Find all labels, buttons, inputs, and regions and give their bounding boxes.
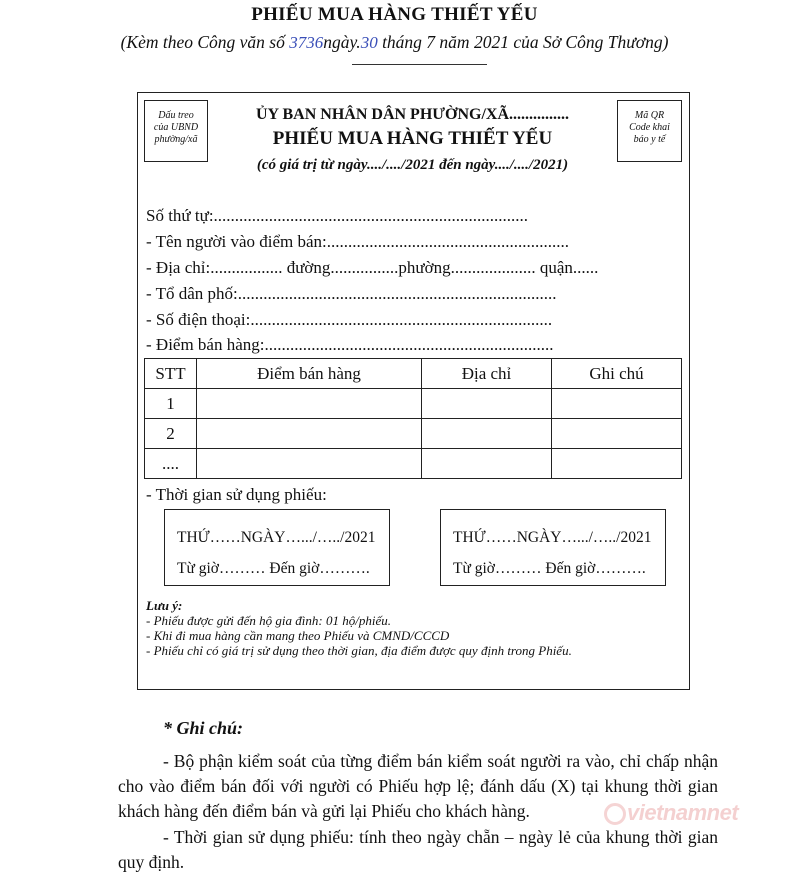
notes-section bbox=[146, 598, 572, 658]
residential-group-field[interactable]: - Tổ dân phố:........................................................................... bbox=[146, 284, 557, 303]
table-cell[interactable] bbox=[422, 389, 552, 419]
subtitle-text-3: tháng 7 năm 2021 của Sở Công Thương) bbox=[377, 32, 669, 52]
note-item: - Khi đi mua hàng cần mang theo Phiếu và CMND/CCCD bbox=[146, 628, 450, 643]
row-number: 1 bbox=[145, 389, 197, 419]
stamp-line: của UBND bbox=[153, 122, 199, 133]
document-title: PHIẾU MUA HÀNG THIẾT YẾU bbox=[251, 4, 538, 25]
date-line: THỨ……NGÀY….../…../2021 bbox=[453, 529, 652, 546]
hour-line: Từ giờ……… Đến giờ………. bbox=[453, 560, 646, 577]
phone-number-field[interactable]: - Số điện thoại:....................................................................... bbox=[146, 310, 553, 329]
notes-heading: Lưu ý: bbox=[146, 598, 183, 613]
buyer-name-field[interactable]: - Tên người vào điểm bán:......................................................... bbox=[146, 232, 570, 251]
serial-number-field[interactable]: Số thứ tự:.......................................................................... bbox=[146, 206, 529, 225]
table-cell[interactable] bbox=[422, 449, 552, 479]
column-header: Địa chỉ bbox=[422, 359, 552, 389]
table-cell[interactable] bbox=[552, 449, 682, 479]
date-line: THỨ……NGÀY….../…../2021 bbox=[177, 529, 376, 546]
table-cell[interactable] bbox=[422, 419, 552, 449]
committee-heading: ỦY BAN NHÂN DÂN PHƯỜNG/XÃ............... bbox=[255, 106, 570, 123]
title-divider bbox=[352, 64, 487, 65]
time-slot-box[interactable] bbox=[440, 509, 666, 586]
document-subtitle bbox=[0, 32, 789, 53]
table-cell[interactable] bbox=[552, 389, 682, 419]
watermark-icon bbox=[604, 803, 626, 825]
qr-code-placeholder-box bbox=[617, 100, 682, 162]
table-cell[interactable] bbox=[197, 449, 422, 479]
subtitle-text-2: ngày. bbox=[323, 32, 361, 52]
table-header-row bbox=[145, 359, 682, 389]
table-cell[interactable] bbox=[197, 389, 422, 419]
column-header: STT bbox=[145, 359, 197, 389]
stamp-placeholder-box bbox=[144, 100, 208, 162]
note-item: - Phiếu chỉ có giá trị sử dụng theo thời gian, địa điểm được quy định trong Phiếu. bbox=[146, 643, 572, 658]
store-field[interactable]: - Điểm bán hàng:.................................................................... bbox=[146, 335, 554, 354]
handwritten-document-number: 3736 bbox=[289, 33, 324, 52]
qr-line: Code khai bbox=[629, 122, 670, 133]
stamp-line: Dấu treo bbox=[158, 110, 194, 121]
handwritten-day: 30 bbox=[360, 33, 378, 52]
column-header: Ghi chú bbox=[552, 359, 682, 389]
stamp-line: phường/xã bbox=[154, 134, 198, 145]
address-field[interactable]: - Địa chỉ:................. đường................phường.................... quận...... bbox=[146, 258, 599, 277]
footnote-title: * Ghi chú: bbox=[163, 718, 244, 738]
store-table bbox=[144, 358, 682, 479]
table-row bbox=[145, 449, 682, 479]
table-cell[interactable] bbox=[197, 419, 422, 449]
watermark-logo: vietnamnet bbox=[627, 800, 739, 825]
table-cell[interactable] bbox=[552, 419, 682, 449]
form-title: PHIẾU MUA HÀNG THIẾT YẾU bbox=[272, 128, 553, 149]
hour-line: Từ giờ……… Đến giờ………. bbox=[177, 560, 370, 577]
qr-line: Mã QR bbox=[634, 110, 665, 121]
table-row bbox=[145, 389, 682, 419]
validity-period: (có giá trị từ ngày..../..../2021 đến ngày..../..../2021) bbox=[256, 157, 569, 173]
usage-time-label: - Thời gian sử dụng phiếu: bbox=[146, 485, 327, 504]
column-header: Điểm bán hàng bbox=[197, 359, 422, 389]
time-slot-box[interactable] bbox=[164, 509, 390, 586]
footnote-paragraph: - Thời gian sử dụng phiếu: tính theo ngày chẵn – ngày lẻ của khung thời gian quy định. bbox=[118, 827, 718, 872]
subtitle-text-1: (Kèm theo Công văn số bbox=[120, 32, 290, 52]
row-number: .... bbox=[145, 449, 197, 479]
qr-line: báo y tế bbox=[633, 134, 666, 145]
note-item: - Phiếu được gửi đến hộ gia đình: 01 hộ/phiếu. bbox=[146, 613, 391, 628]
row-number: 2 bbox=[145, 419, 197, 449]
footnote-paragraph: - Bộ phận kiểm soát của từng điểm bán kiểm soát người ra vào, chỉ chấp nhận cho vào điểm bán đối với người có Phiếu hợp lệ; đánh dấu (X) tại khung thời gian khách hàng đến điểm bán và gửi lại Phiếu cho khách hàng. bbox=[118, 751, 718, 821]
table-row bbox=[145, 419, 682, 449]
